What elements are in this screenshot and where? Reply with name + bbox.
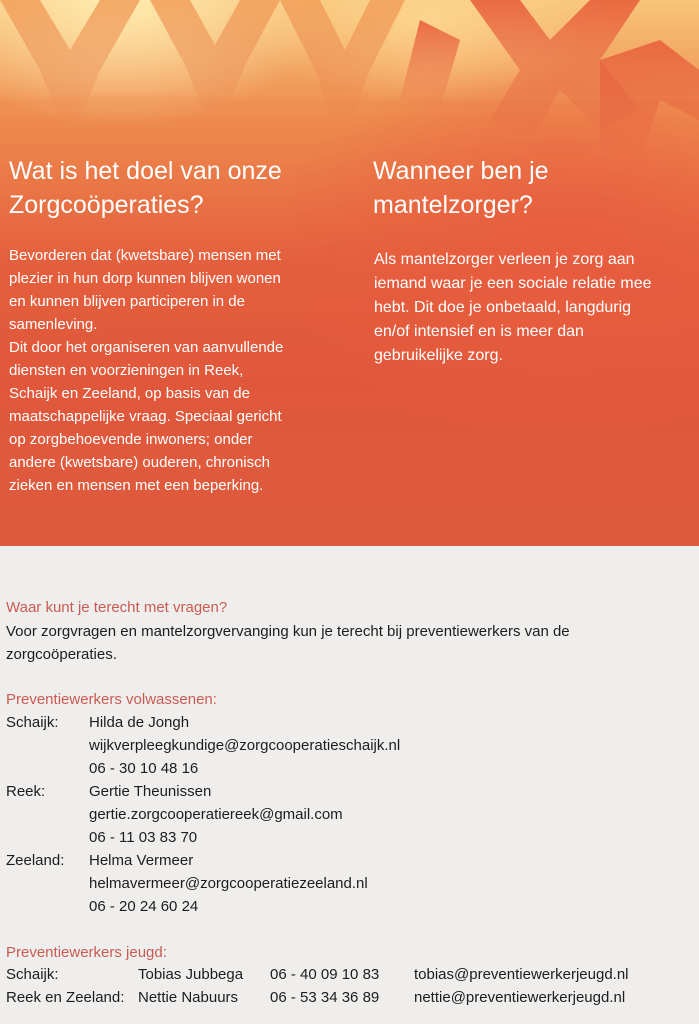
contact-intro-line-1: Voor zorgvragen en mantelzorgvervanging kun je terecht bij preventiewerkers van de — [6, 623, 570, 640]
heading-caregiver — [373, 154, 693, 222]
adult-email-link[interactable]: gertie.zorgcooperatiereek@gmail.com — [89, 806, 343, 823]
youth-email-link[interactable]: nettie@preventiewerkerjeugd.nl — [414, 989, 626, 1006]
youth-email-link[interactable]: tobias@preventiewerkerjeugd.nl — [414, 966, 629, 983]
adults-heading: Preventiewerkers volwassenen: — [6, 691, 217, 708]
adult-phone: 06 - 20 24 60 24 — [89, 898, 199, 915]
youth-name: Tobias Jubbega — [138, 966, 244, 983]
goal-line: andere (kwetsbare) ouderen, chronisch — [9, 454, 270, 471]
adult-email-link[interactable]: helmavermeer@zorgcooperatiezeeland.nl — [89, 875, 368, 892]
adult-phone: 06 - 11 03 83 70 — [89, 829, 198, 846]
heading-goal-line-2: Zorgcoöperaties? — [9, 191, 204, 219]
adult-phone: 06 - 30 10 48 16 — [89, 760, 199, 777]
caregiver-line: Als mantelzorger verleen je zorg aan — [374, 251, 635, 268]
heading-caregiver-line-2: mantelzorger? — [373, 191, 533, 219]
youth-heading: Preventiewerkers jeugd: — [6, 944, 167, 961]
heading-goal — [9, 154, 339, 222]
adult-email-link[interactable]: wijkverpleegkundige@zorgcooperatieschaijk.nl — [89, 737, 401, 754]
goal-line: Schaijk en Zeeland, op basis van de — [9, 385, 250, 402]
contact-intro-line-2: zorgcoöperaties. — [6, 646, 117, 663]
goal-paragraph — [9, 244, 339, 497]
adult-place: Schaijk: — [6, 714, 59, 731]
adult-place: Zeeland: — [6, 852, 65, 869]
caregiver-line: hebt. Dit doe je onbetaald, langdurig — [374, 299, 632, 316]
youth-name: Nettie Nabuurs — [138, 989, 239, 1006]
caregiver-paragraph — [374, 248, 694, 368]
goal-line: op zorgbehoevende inwoners; onder — [9, 431, 253, 448]
caregiver-line: en/of intensief en is meer dan — [374, 323, 584, 340]
goal-line: Bevorderen dat (kwetsbare) mensen met — [9, 247, 281, 264]
caregiver-line: gebruikelijke zorg. — [374, 347, 503, 364]
adult-place: Reek: — [6, 783, 46, 800]
heading-caregiver-line-1: Wanneer ben je — [373, 157, 549, 185]
goal-line: maatschappelijke vraag. Speciaal gericht — [9, 408, 282, 425]
contact-section — [0, 546, 699, 1024]
goal-line: en kunnen blijven participeren in de — [9, 293, 245, 310]
youth-place: Reek en Zeeland: — [6, 989, 125, 1006]
goal-line: plezier in hun dorp kunnen blijven wonen — [9, 270, 281, 287]
goal-line: samenleving. — [9, 316, 98, 333]
youth-phone: 06 - 40 09 10 83 — [270, 966, 380, 983]
goal-line: diensten en voorzieningen in Reek, — [9, 362, 244, 379]
goal-line: Dit door het organiseren van aanvullende — [9, 339, 284, 356]
goal-line: zieken en mensen met een beperking. — [9, 477, 264, 494]
youth-place: Schaijk: — [6, 966, 59, 983]
adult-name: Gertie Theunissen — [89, 783, 212, 800]
heading-goal-line-1: Wat is het doel van onze — [9, 157, 282, 185]
adult-name: Hilda de Jongh — [89, 714, 190, 731]
adult-name: Helma Vermeer — [89, 852, 194, 869]
youth-phone: 06 - 53 34 36 89 — [270, 989, 380, 1006]
contact-question: Waar kunt je terecht met vragen? — [6, 599, 228, 616]
caregiver-line: iemand waar je een sociale relatie mee — [374, 275, 652, 292]
